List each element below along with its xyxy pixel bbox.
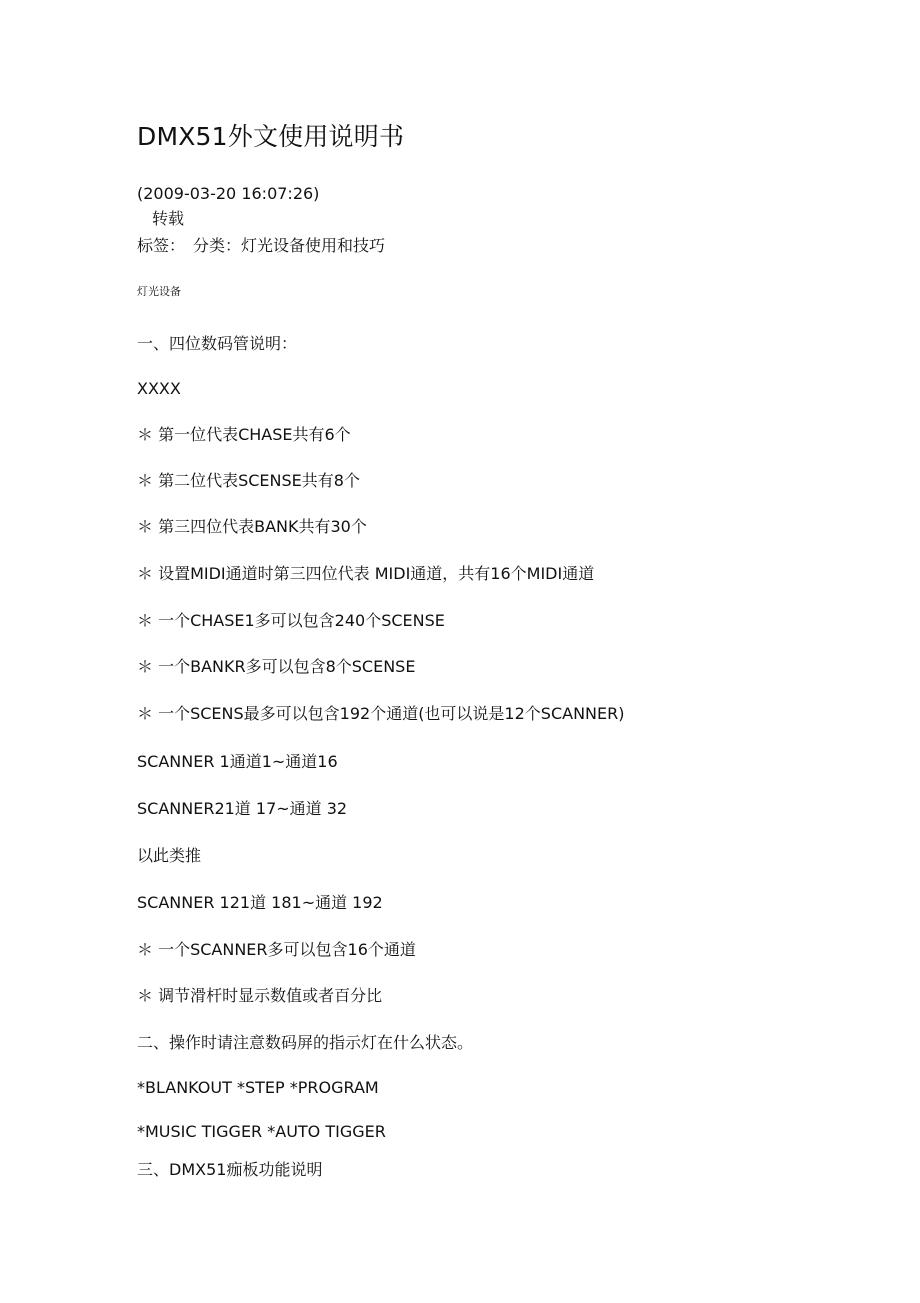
bullet-line: ＊ 一个CHASE1多可以包含240个SCENSE xyxy=(137,611,445,630)
body-line: *BLANKOUT *STEP *PROGRAM xyxy=(137,1078,379,1097)
bullet-line: ＊ 一个SCENS最多可以包含192个通道(也可以说是12个SCANNER) xyxy=(137,704,625,723)
repost-label: 转载 xyxy=(152,209,185,228)
tags-line: 标签： 分类：灯光设备使用和技巧 xyxy=(137,236,386,255)
section-heading-1: 一、四位数码管说明： xyxy=(137,334,298,353)
section-heading-3: 三、DMX51痂板功能说明 xyxy=(137,1160,323,1179)
body-line: 以此类推 xyxy=(137,846,202,865)
bullet-line: ＊ 一个BANKR多可以包含8个SCENSE xyxy=(137,657,416,676)
section-heading-2: 二、操作时请注意数码屏的指示灯在什么状态。 xyxy=(137,1033,474,1052)
timestamp: (2009-03-20 16:07:26) xyxy=(137,184,320,203)
bullet-line: ＊ 第三四位代表BANK共有30个 xyxy=(137,517,367,536)
body-line: XXXX xyxy=(137,379,181,398)
body-line: SCANNER21道 17~通道 32 xyxy=(137,799,348,818)
body-line: SCANNER 1通道1~通道16 xyxy=(137,752,338,771)
bullet-line: ＊ 第一位代表CHASE共有6个 xyxy=(137,425,351,444)
body-line: SCANNER 121道 181~通道 192 xyxy=(137,893,383,912)
category-tag: 灯光设备 xyxy=(137,285,181,298)
bullet-line: ＊ 设置MIDI通道时第三四位代表 MIDI通道，共有16个MIDI通道 xyxy=(137,564,595,583)
document-title: DMX51外文使用说明书 xyxy=(137,122,405,151)
bullet-line: ＊ 一个SCANNER多可以包含16个通道 xyxy=(137,940,416,959)
body-line: *MUSIC TIGGER *AUTO TIGGER xyxy=(137,1122,386,1141)
bullet-line: ＊ 调节滑杆时显示数值或者百分比 xyxy=(137,986,383,1005)
bullet-line: ＊ 第二位代表SCENSE共有8个 xyxy=(137,471,360,490)
